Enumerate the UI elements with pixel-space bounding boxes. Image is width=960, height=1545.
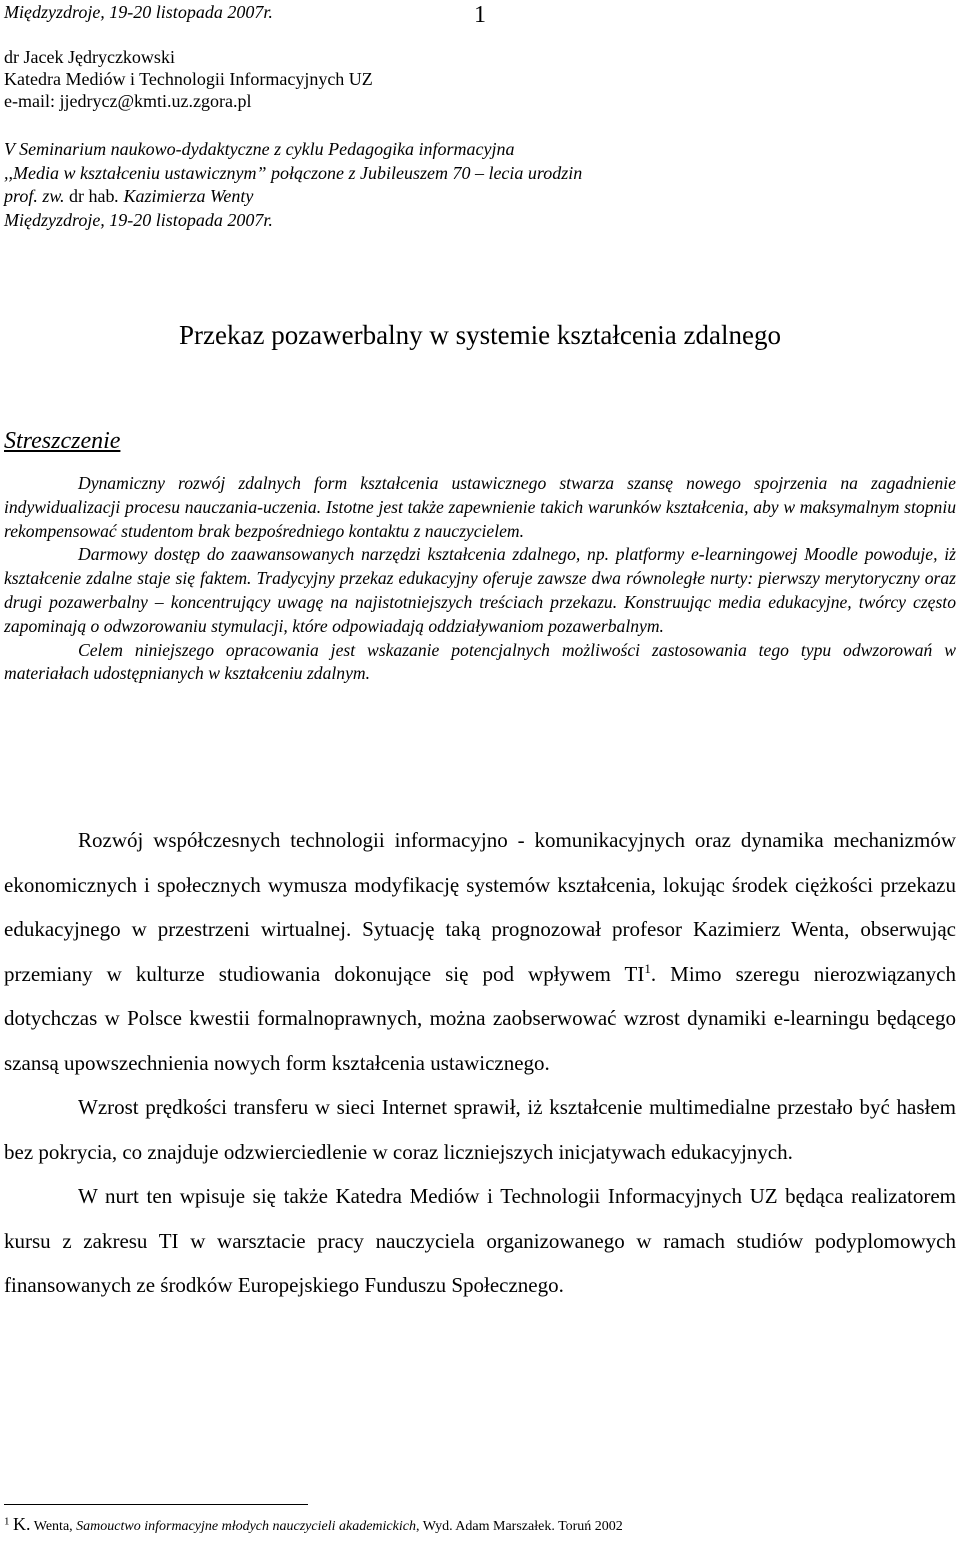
abstract-paragraph-1: Dynamiczny rozwój zdalnych form kształcenia ustawicznego stwarza szansę nowego spojrzenia na zagadnienie indywidualizacji procesu nauczania-uczenia. Istotne jest także zapewnienie takich warunków kształcenia, aby w maksymalnym stopniu rekompensować studentom brak bezpośredniego kontaktu z nauczycielem. — [4, 473, 956, 541]
abstract-paragraph-3: Celem niniejszego opracowania jest wskazanie potencjalnych możliwości zastosowania tego typu odwzorowań w materiałach udostępnianych w kształceniu zdalnym. — [4, 639, 956, 684]
seminar-info — [4, 138, 582, 232]
author-block — [4, 46, 373, 112]
body-paragraph-2: Wzrost prędkości transferu w sieci Internet sprawił, iż kształcenie multimedialne przestało być hasłem bez pokrycia, co znajduje odzwierciedlenie w coraz liczniejszych inicjatywach edukacyjnych. — [4, 1095, 956, 1164]
footnote-reference: 1 — [644, 960, 651, 976]
running-header: Międzyzdroje, 19-20 listopada 2007r. — [4, 2, 273, 22]
footnote-book-title: Samouctwo informacyjne młodych nauczycieli akademickich — [76, 1519, 416, 1534]
footnote-number: 1 — [4, 1515, 10, 1528]
seminar-line-4: Międzyzdroje, 19-20 listopada 2007r. — [4, 209, 273, 230]
seminar-line-3-upright: dr hab — [69, 186, 115, 206]
abstract-text — [4, 472, 956, 686]
author-name: dr Jacek Jędryczkowski — [4, 47, 175, 67]
seminar-line-2: ,,Media w kształceniu ustawicznym” połączone z Jubileuszem 70 – lecia urodzin — [4, 162, 583, 183]
body-paragraph-3: W nurt ten wpisuje się także Katedra Mediów i Technologii Informacyjnych UZ będąca realizatorem kursu z zakresu TI w warsztacie pracy nauczyciela organizowanego w ramach studiów podyplomowych finansowanych ze środków Europejskiego Funduszu Społecznego. — [4, 1184, 956, 1297]
footnote-author-initial: K. — [13, 1514, 31, 1534]
seminar-line-3 — [4, 185, 582, 209]
document-title: Przekaz pozawerbalny w systemie kształcenia zdalnego — [179, 320, 781, 350]
author-affiliation: Katedra Mediów i Technologii Informacyjnych UZ — [4, 69, 373, 89]
footnote-separator — [4, 1504, 308, 1505]
author-email: e-mail: jjedrycz@kmti.uz.zgora.pl — [4, 91, 252, 111]
seminar-line-3-rest: . Kazimierza Wenty — [114, 186, 254, 206]
abstract-paragraph-2: Darmowy dostęp do zaawansowanych narzędzi kształcenia zdalnego, np. platformy e-learningowej Moodle powoduje, iż kształcenie zdalne staje się faktem. Tradycyjny przekaz edukacyjny oferuje zawsze dwa równoległe nurty: pierwszy merytoryczny oraz drugi pozawerbalny – koncentrujący uwagę na najistotniejszych treściach przekazu. Konstruując media edukacyjne, twórcy często zapominają o odwzorowaniu stymulacji, które odpowiadają oddziaływaniom pozawerbalnym. — [4, 544, 956, 636]
abstract-heading: Streszczenie — [4, 428, 121, 454]
footnote-author: Wenta, — [30, 1519, 77, 1534]
page-number: 1 — [474, 2, 486, 28]
body-paragraph-1 — [4, 818, 956, 1085]
seminar-line-3-italic: prof. zw. — [4, 186, 70, 206]
seminar-line-1: V Seminarium naukowo-dydaktyczne z cyklu Pedagogika informacyjna — [4, 139, 515, 159]
footnote-publisher: , Wyd. Adam Marszałek. Toruń 2002 — [415, 1519, 623, 1534]
footnote — [4, 1515, 623, 1536]
body-paragraph-1-continued: . Mimo szeregu nierozwiązanych dotychczas w Polsce kwestii formalnoprawnych, można zaobserwować wzrost dynamiki e-learningu będącego szansą upowszechnienia nowych form kształcenia ustawicznego. — [4, 961, 956, 1075]
body-text — [4, 818, 956, 1308]
body-paragraph-1-text: Rozwój współczesnych technologii informacyjno - komunikacyjnych oraz dynamika mechanizmów ekonomicznych i społecznych wymusza modyfikację systemów kształcenia, lokując środek ciężkości przekazu edukacyjnego w przestrzeni wirtualnej. Sytuację taką prognozował profesor Kazimierz Wenta, obserwując przemiany w kulturze studiowania dokonujące się pod wpływem TI — [4, 828, 956, 986]
